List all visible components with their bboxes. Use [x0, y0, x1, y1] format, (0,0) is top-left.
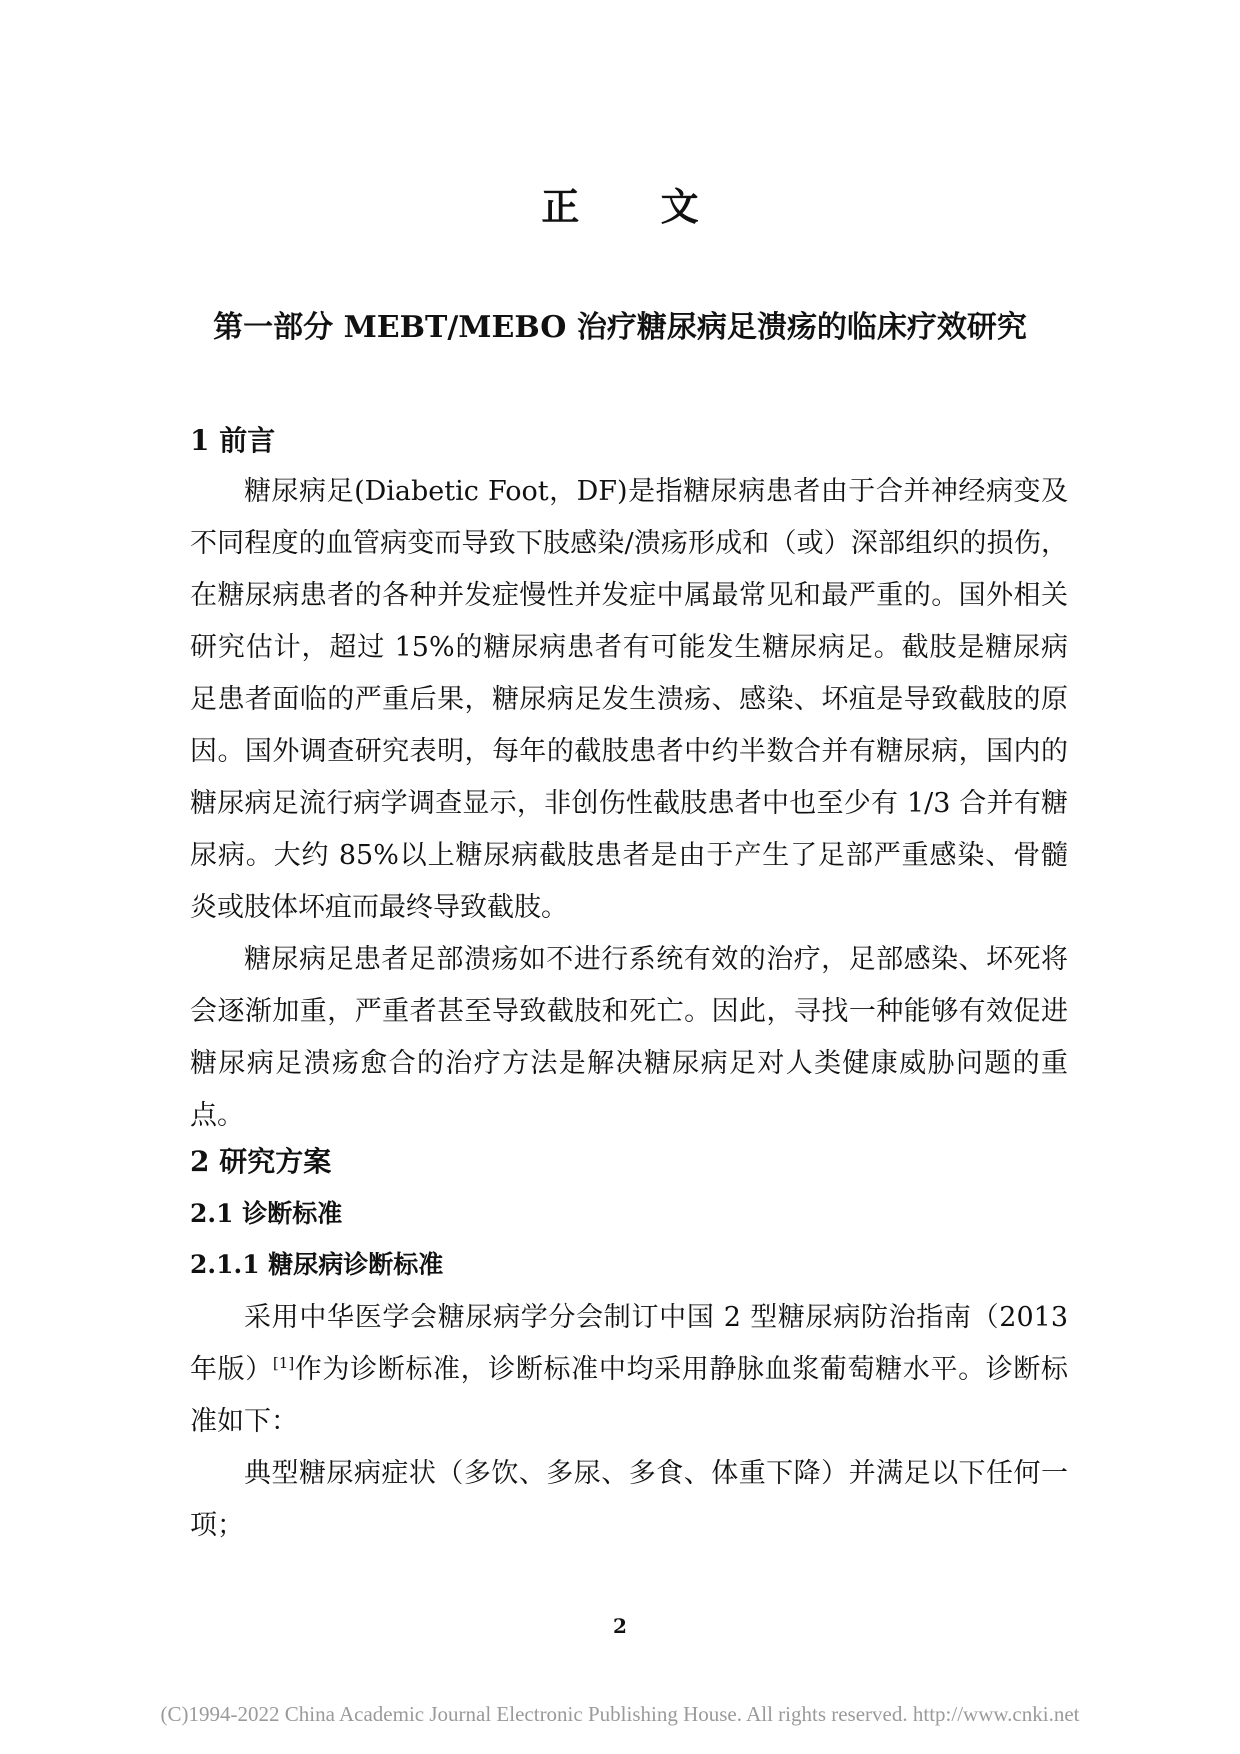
section-heading-2: 2 研究方案	[190, 1145, 332, 1178]
citation-reference: [1]	[272, 1354, 295, 1372]
page-number: 2	[613, 1614, 627, 1638]
paragraph-text-part-1: 采用中华医学会糖尿病学分会制订中国 2 型糖尿病防治指南（2013 年版）	[190, 1302, 1068, 1385]
paragraph-introduction-2: 糖尿病足患者足部溃疡如不进行系统有效的治疗，足部感染、坏死将会逐渐加重，严重者甚至导致截肢和死亡。因此，寻找一种能够有效促进糖尿病足溃疡愈合的治疗方法是解决糖尿病足对人类健康威胁问题的重点。	[190, 944, 1068, 1131]
part-title: 第一部分 MEBT/MEBO 治疗糖尿病足溃疡的临床疗效研究	[213, 310, 1027, 345]
paragraph-text-part-2: 作为诊断标准，诊断标准中均采用静脉血浆葡萄糖水平。诊断标准如下：	[190, 1354, 1069, 1437]
paragraph-diagnostic-criteria	[190, 1292, 1068, 1448]
section-heading-1: 1 前言	[190, 424, 276, 457]
section-heading-2-1: 2.1 诊断标准	[190, 1199, 343, 1228]
paragraph-introduction-1: 糖尿病足(Diabetic Foot，DF)是指糖尿病患者由于合并神经病变及不同程度的血管病变而导致下肢感染/溃疡形成和（或）深部组织的损伤，在糖尿病患者的各种并发症慢性并发症中属最常见和最严重的。国外相关研究估计，超过 15%的糖尿病患者有可能发生糖尿病足。截肢是糖尿病足患者面临的严重后果，糖尿病足发生溃疡、感染、坏疽是导致截肢的原因。国外调查研究表明，每年的截肢患者中约半数合并有糖尿病，国内的糖尿病足流行病学调查显示，非创伤性截肢患者中也至少有 1/3 合并有糖尿病。大约 85%以上糖尿病截肢患者是由于产生了足部严重感染、骨髓炎或肢体坏疽而最终导致截肢。	[190, 476, 1068, 923]
copyright-footer: (C)1994-2022 China Academic Journal Electronic Publishing House. All rights reserved. http://www.cnki.net	[160, 1702, 1080, 1726]
section-heading-2-1-1: 2.1.1 糖尿病诊断标准	[190, 1250, 444, 1279]
page-title: 正 文	[541, 184, 733, 229]
paragraph-typical-symptoms: 典型糖尿病症状（多饮、多尿、多食、体重下降）并满足以下任何一项；	[190, 1458, 1068, 1541]
